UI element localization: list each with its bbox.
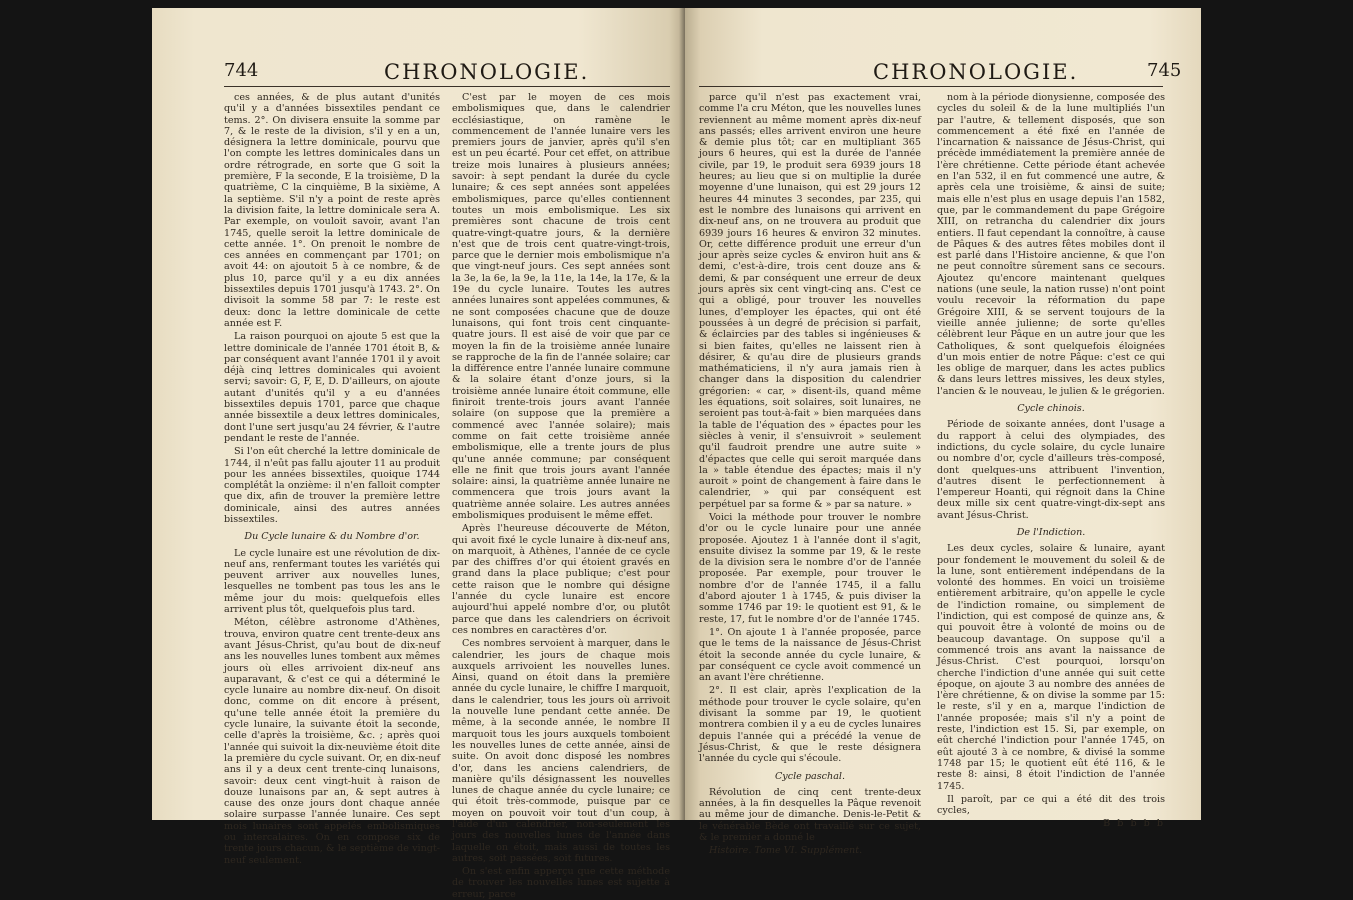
paragraph: On s'est enfin apperçu que cette méthode de trouver les nouvelles lunes est sujette à erreur, parce bbox=[452, 866, 670, 900]
page-footer: Histoire. Tome VI. Supplément. bbox=[709, 845, 863, 857]
paragraph: Révolution de cinq cent trente-deux années, à la fin desquelles la Pâque revenoit au même jour de dimanche. Denis-le-Petit & le vénérable Bède ont travaillé sur ce sujet, & le premier a donné le bbox=[699, 786, 921, 843]
paragraph: Ces nombres servoient à marquer, dans le calendrier, les jours de chaque mois auxquels arrivoient les nouvelles lunes. Ainsi, quand on étoit dans la première année du cycle lunaire, le chiffre I marquoit, dans le calendrier, tous les jours où arrivoit la nouvelle lune pendant cette année. De même, à la seconde année, le nombre II marquoit tous les jours auxquels tomboient les nouvelles lunes de cette année, ainsi de suite. On avoit donc disposé les nombres d'or, dans les anciens calendriers, de manière qu'ils désignassent les nouvelles lunes de chaque année du cycle lunaire; ce qui étoit très-commode, puisque par ce moyen on pouvoit voir tout d'un coup, à l'aide d'un calendrier, non-seulement les jours des nouvelles lunes de l'année dans laquelle on étoit, mais aussi de toutes les autres, soit passées, soit futures. bbox=[452, 638, 670, 864]
running-head-left: CHRONOLOGIE. bbox=[384, 60, 590, 84]
paragraph: Les deux cycles, solaire & lunaire, ayant pour fondement le mouvement du soleil & de la lune, sont entièrement indépendans de la volonté des hommes. En voici un troisième entièrement arbitraire, qu'on appelle le cycle de l'indiction romaine, ou simplement de l'indiction, qui est composé de quinze ans, & qui pouvoit être à volonté de moins ou de beaucoup davantage. On suppose qu'il a commencé trois ans avant la naissance de Jésus-Christ. C'est pourquoi, lorsqu'on cherche l'indiction d'une année qui suit cette époque, on ajoute 3 au nombre des années de l'ère chrétienne, & on divise la somme par 15: le reste, s'il y en a, marque l'indiction de l'année proposée; mais s'il n'y a point de reste, l'indiction est 15. Si, par exemple, on eût cherché l'indiction pour l'année 1745, on eût ajouté 3 à ce nombre, & divisé la somme 1748 par 15; le quotient eût été 116, & le reste 8: ainsi, 8 étoit l'indiction de l'année 1745. bbox=[937, 543, 1165, 792]
header-rule-left bbox=[224, 86, 670, 87]
page-number-left: 744 bbox=[224, 60, 259, 81]
section-title: Cycle chinois. bbox=[1017, 403, 1085, 415]
paragraph: nom à la période dionysienne, composée des cycles du soleil & de la lune multipliés l'un par l'autre, & tellement disposés, que son commencement a été fixé en l'année de l'incarnation & naissance de Jésus-Christ, qui précède immédiatement la première année de l'ère chrétienne. Cette période étant achevée en l'an 532, il en fut commencé une autre, & après cela une troisième, & ainsi de suite; mais elle n'est plus en usage depuis l'an 1582, que, par le commandement du pape Grégoire XIII, on retrancha du calendrier dix jours entiers. Il faut cependant la connoître, à cause de Pâques & des autres fêtes mobiles dont il est parlé dans l'Histoire ancienne, & que l'on ne peut connoître sûrement sans ce secours. Ajoutez qu'encore maintenant quelques nations (une seule, la nation russe) n'ont point voulu recevoir la réformation du pape Grégoire XIII, & se servent toujours de la vieille année julienne; de sorte qu'elles célèbrent leur Pâque en un autre jour que les Catholiques, & sont quelquefois éloignées d'un mois entier de notre Pâque: c'est ce qui les oblige de marquer, dans les actes publics & dans leurs lettres missives, les deux styles, l'ancien & le nouveau, le julien & le grégorien. bbox=[937, 92, 1165, 397]
paragraph: Il paroît, par ce qui a été dit des trois cycles, bbox=[937, 793, 1165, 817]
paragraph: parce qu'il n'est pas exactement vrai, comme l'a cru Méton, que les nouvelles lunes reviennent au même moment après dix-neuf ans passés; elles arrivent environ une heure & demie plus tôt; car en multipliant 365 jours 6 heures, qui est la durée de l'année civile, par 19, le produit sera 6939 jours 18 heures; au lieu que si on multiplie la durée moyenne d'une lunaison, qui est 29 jours 12 heures 44 minutes 3 secondes, par 235, qui est le nombre des lunaisons qui arrivent en dix-neuf ans, on ne trouvera au produit que 6939 jours 16 heures & environ 32 minutes. Or, cette différence produit une erreur d'un jour après seize cycles & environ huit ans & demi, c'est-à-dire, trois cent douze ans & demi, & par conséquent une erreur de deux jours après six cent vingt-cinq ans. C'est ce qui a obligé, pour trouver les nouvelles lunes, d'employer les épactes, qui ont été poussées à un degré de précision si parfait, & éclaircies par des tables si ingénieuses & si bien faites, qu'elles ne laissent rien à désirer, & qu'au dire de plusieurs grands mathématiciens, il n'y aura jamais rien à changer dans la disposition du calendrier grégorien: « car, » disent-ils, quand même les équations, soit solaires, soit lunaires, ne seroient pas tout-à-fait » bien marquées dans la table de l'équation des » épactes pour les siècles à venir, il s'ensuivroit » seulement qu'il faudroit prendre une autre suite » d'épactes que celle qui seroit marquée dans la » table étendue des épactes; mais il n'y auroit » point de changement à faire dans le calendrier, » qui par conséquent est perpétuel par sa forme & » par sa nature. » bbox=[699, 92, 921, 510]
paragraph: Après l'heureuse découverte de Méton, qui avoit fixé le cycle lunaire à dix-neuf ans, on marquoit, à Athènes, l'année de ce cycle par des chiffres d'or qui étoient gravés en grand dans la place publique; c'est pour cette raison que le nombre qui désigne l'année du cycle lunaire est encore aujourd'hui appelé nombre d'or, ou plutôt parce que dans les calendriers on écrivoit ces nombres en caractères d'or. bbox=[452, 523, 670, 636]
left-page bbox=[152, 8, 685, 900]
right-column-1 bbox=[699, 92, 921, 857]
section-title: Cycle paschal. bbox=[774, 770, 846, 782]
section-title: Du Cycle lunaire & du Nombre d'or. bbox=[244, 531, 420, 543]
paragraph: 1°. On ajoute 1 à l'année proposée, parce que le tems de la naissance de Jésus-Christ étoit la seconde année du cycle lunaire, & par conséquent ce cycle avoit commencé un an avant l'ère chrétienne. bbox=[699, 626, 921, 684]
right-column-2 bbox=[937, 92, 1165, 830]
paragraph: 2°. Il est clair, après l'explication de la méthode pour trouver le cycle solaire, qu'en divisant la somme par 19, le quotient montrera combien il y a eu de cycles lunaires depuis l'année qui a précédé la venue de Jésus-Christ, & que le reste désignera l'année du cycle qui s'écoule. bbox=[699, 685, 921, 765]
paragraph: Voici la méthode pour trouver le nombre d'or ou le cycle lunaire pour une année proposée. Ajoutez 1 à l'année dont il s'agit, ensuite divisez la somme par 19, & le reste de la division sera le nombre d'or de l'année proposée. Par exemple, pour trouver le nombre d'or de l'année 1745, il a fallu d'abord ajouter 1 à 1745, & puis diviser la somme 1746 par 19: le quotient est 91, & le reste, 17, fut le nombre d'or de l'année 1745. bbox=[699, 511, 921, 625]
paragraph: ces années, & de plus autant d'unités qu'il y a d'années bissextiles pendant ce tems. 2°. On divisera ensuite la somme par 7, & le reste de la division, s'il y en a un, désignera la lettre dominicale, pourvu que l'on compte les lettres dominicales dans un ordre rétrograde, en sorte que G soit la première, F la seconde, E la troisième, D la quatrième, C la cinquième, B la sixième, A la septième. S'il n'y a point de reste après la division faite, la lettre dominicale sera A. Par exemple, on vouloit savoir, avant l'an 1745, quelle seroit la lettre dominicale de cette année. 1°. On prenoit le nombre de ces années en commençant par 1701; on avoit 44: on ajoutoit 5 à ce nombre, & de plus 10, parce qu'il y a eu dix années bissextiles depuis 1701 jusqu'à 1743. 2°. On divisoit la somme 58 par 7: le reste est deux: donc la lettre dominicale de cette année est F. bbox=[224, 92, 440, 329]
paragraph: C'est par le moyen de ces mois embolismiques que, dans le calendrier ecclésiastique, on ramène le commencement de l'année lunaire vers les premiers jours de janvier, après qu'il s'en est un peu écarté. Pour cet effet, on attribue treize mois lunaires à plusieurs années; savoir: à sept pendant la durée du cycle lunaire; & ces sept années sont appelées embolismiques, parce qu'elles contiennent toutes un mois embolismique. Les six premières sont chacune de trois cent quatre-vingt-quatre jours, & la dernière n'est que de trois cent quatre-vingt-trois, parce que le dernier mois embolismique n'a que vingt-neuf jours. Ces sept années sont la 3e, la 6e, la 9e, la 11e, la 14e, la 17e, & la 19e du cycle lunaire. Toutes les autres années lunaires sont appelées communes, & ne sont composées chacune que de douze lunaisons, qui font trois cent cinquante-quatre jours. Il est aisé de voir que par ce moyen la fin de la troisième année lunaire se rapproche de la fin de l'année solaire; car la différence entre l'année lunaire commune & la solaire étant d'onze jours, si la troisième année lunaire étoit commune, elle finiroit trente-trois jours avant l'année solaire (on suppose que la première a commencé avec l'année solaire); mais comme on fait cette troisième année embolismique, elle a trente jours de plus qu'une année commune; par conséquent elle ne finit que trois jours avant l'année solaire: ainsi, la quatrième année lunaire ne commencera que trois jours avant la quatrième année solaire. Les autres années embolismiques produisent le même effet. bbox=[452, 92, 670, 521]
paragraph: Si l'on eût cherché la lettre dominicale de 1744, il n'eût pas fallu ajouter 11 au produit pour les années bissextiles, quoique 1744 complétât la onzième: il n'en falloit compter que dix, afin de trouver la première lettre dominicale, ainsi des autres années bissextiles. bbox=[224, 446, 440, 525]
left-column-2 bbox=[452, 92, 670, 900]
running-head-right: CHRONOLOGIE. bbox=[873, 60, 1079, 84]
paragraph: Période de soixante années, dont l'usage a du rapport à celui des olympiades, des indictions, du cycle solaire, du cycle lunaire ou nombre d'or, cycle d'ailleurs très-composé, dont quelques-uns attribuent l'invention, d'autres disent le perfectionnement à l'empereur Hoanti, qui régnoit dans la Chine deux mille six cent quatre-vingt-dix-sept ans avant Jésus-Christ. bbox=[937, 419, 1165, 521]
page-number-right: 745 bbox=[1147, 60, 1182, 81]
paragraph: La raison pourquoi on ajoute 5 est que la lettre dominicale de l'année 1701 étoit B, & par conséquent avant l'année 1701 il y avoit déjà cinq lettres dominicales qui avoient servi; savoir: G, F, E, D. D'ailleurs, on ajoute autant d'unités qu'il y a eu d'années bissextiles depuis 1701, parce que chaque année bissextile a deux lettres dominicales, dont l'une sert jusqu'au 24 février, & l'autre pendant le reste de l'année. bbox=[224, 331, 440, 444]
paragraph: Le cycle lunaire est une révolution de dix-neuf ans, renfermant toutes les variétés qui peuvent arriver aux nouvelles lunes, lesquelles ne tombent pas tous les ans le même jour du mois: quelquefois elles arrivent plus tôt, quelquefois plus tard. bbox=[224, 547, 440, 616]
header-rule-right bbox=[699, 86, 1163, 87]
left-column-1 bbox=[224, 92, 440, 866]
section-title: De l'Indiction. bbox=[1016, 526, 1086, 538]
right-page bbox=[685, 8, 1201, 857]
paragraph: Méton, célèbre astronome d'Athènes, trouva, environ quatre cent trente-deux ans avant Jésus-Christ, qu'au bout de dix-neuf ans les nouvelles lunes tombent aux mêmes jours où elles arrivoient dix-neuf ans auparavant, & c'est ce qui a déterminé le cycle lunaire au nombre dix-neuf. On disoit donc, comme on dit encore à présent, qu'une telle année étoit la première du cycle lunaire, la suivante étoit la seconde, celle d'après la troisième, &c. ; après quoi l'année qui suivoit la dix-neuvième étoit dite la première du cycle suivant. Or, en dix-neuf ans il y a deux cent trente-cinq lunaisons, savoir: deux cent vingt-huit à raison de douze lunaisons par an, & sept autres à cause des onze jours dont chaque année solaire surpasse l'année lunaire. Ces sept mois lunaires sont appelés embolismiques ou intercalaires. On en compose six de trente jours chacun, & le septième de vingt-neuf seulement. bbox=[224, 617, 440, 866]
signature-mark: B b b b b bbox=[1103, 818, 1165, 830]
